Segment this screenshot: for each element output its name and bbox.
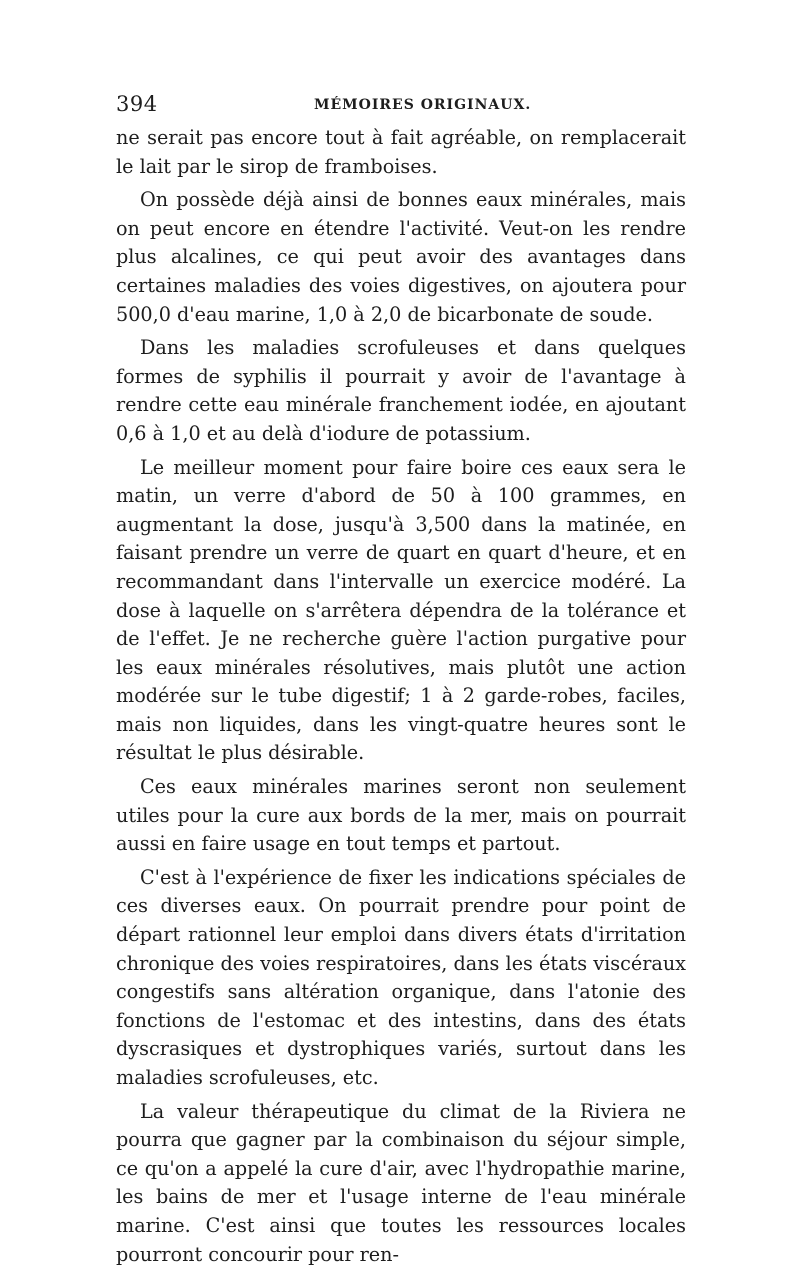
paragraph-iodine: Dans les maladies scrofuleuses et dans quelques formes de syphilis il pourrait y avoir de l'avantage à rendre cette eau minérale franchement iodée, en ajoutant 0,6 à 1,0 et au delà d'iodure de potassium.: [116, 336, 686, 445]
document-page: [116, 92, 686, 1274]
paragraph-continued: ne serait pas encore tout à fait agréable, on remplacerait le lait par le sirop de framboises.: [116, 126, 686, 178]
paragraph-usage: Ces eaux minérales marines seront non seulement utiles pour la cure aux bords de la mer, mais on pourrait aussi en faire usage en tout temps et partout.: [116, 775, 686, 856]
paragraph-riviera: La valeur thérapeutique du climat de la Riviera ne pourra que gagner par la combinaison du séjour simple, ce qu'on a appelé la cure d'air, avec l'hydropathie marine, les bains de mer et l'usage interne de l'eau minérale marine. C'est ainsi que toutes les ressources locales pourront concourir pour ren-: [116, 1099, 686, 1266]
paragraph-indications: C'est à l'expérience de fixer les indications spéciales de ces diverses eaux. On pourrait prendre pour point de départ rationnel leur emploi dans divers états d'irritation chronique des voies respiratoires, dans les états viscéraux congestifs sans altération organique, dans l'atonie des fonctions de l'estomac et des intestins, dans des états dyscrasiques et dystrophiques variés, surtout dans les maladies scrofuleuses, etc.: [116, 865, 686, 1089]
running-title: MÉMOIRES ORIGINAUX.: [314, 97, 532, 113]
body-text: [116, 124, 686, 1269]
paragraph-alkaline-waters: On possède déjà ainsi de bonnes eaux minérales, mais on peut encore en étendre l'activité. Veut-on les rendre plus alcalines, ce qui peut avoir des avantages dans certaines maladies des voies digestives, on ajoutera pour 500,0 d'eau marine, 1,0 à 2,0 de bicarbonate de soude.: [116, 188, 686, 326]
paragraph-dosage: Le meilleur moment pour faire boire ces eaux sera le matin, un verre d'abord de 50 à 100 grammes, en augmentant la dose, jusqu'à 3,500 dans la matinée, en faisant prendre un verre de quart en quart d'heure, et en recommandant dans l'intervalle un exercice modéré. La dose à laquelle on s'arrêtera dépendra de la tolérance et de l'effet. Je ne recherche guère l'action purgative pour les eaux minérales résolutives, mais plutôt une action modérée sur le tube digestif; 1 à 2 garde-robes, faciles, mais non liquides, dans les vingt-quatre heures sont le résultat le plus désirable.: [116, 455, 686, 765]
page-number: 394: [116, 92, 158, 116]
running-header: [116, 92, 686, 124]
